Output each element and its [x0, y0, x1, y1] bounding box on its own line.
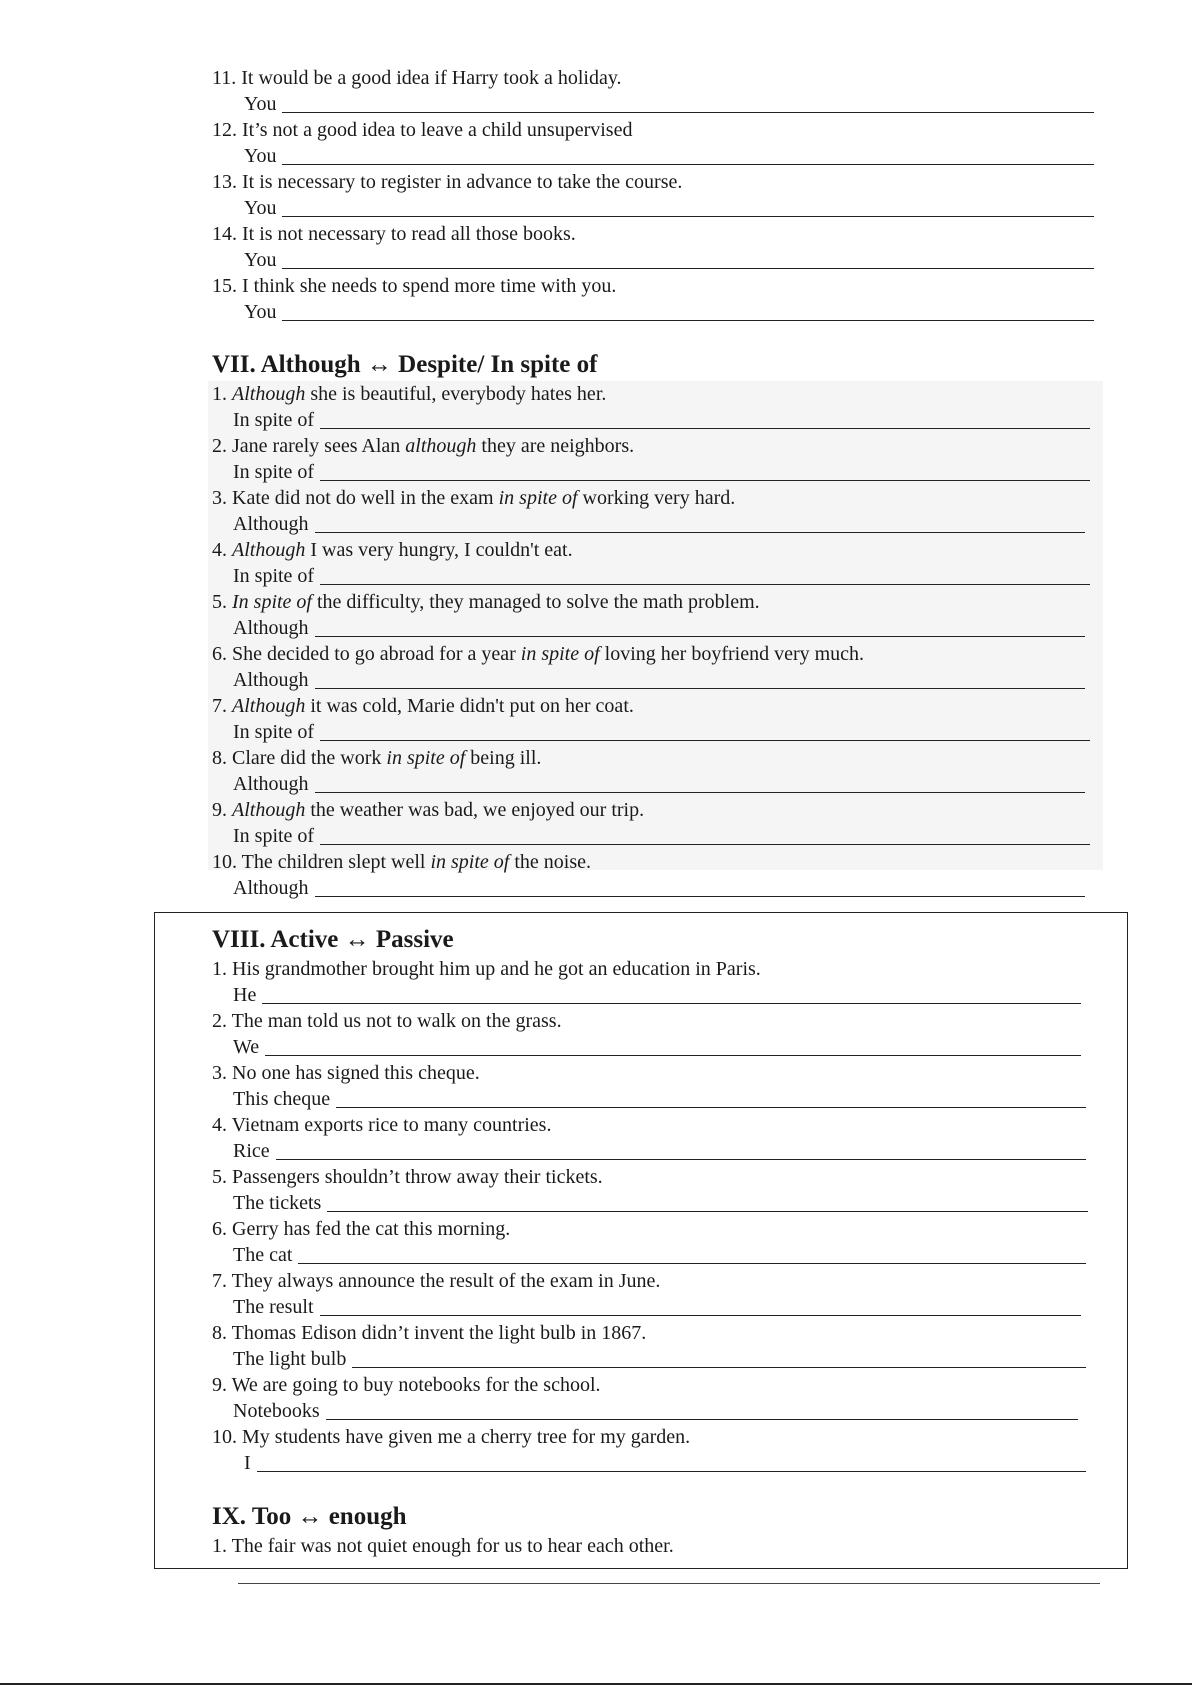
answer-line[interactable] [262, 985, 1081, 1004]
section-heading: VII. Although ↔ Despite/ In spite of [212, 351, 598, 378]
answer-row[interactable]: He [233, 983, 1081, 1007]
answer-row[interactable]: You [244, 144, 1094, 168]
exercise-statement: 4. Vietnam exports rice to many countries. [212, 1114, 552, 1136]
answer-row[interactable]: In spite of [233, 564, 1090, 588]
answer-row[interactable]: In spite of [233, 408, 1090, 432]
answer-row[interactable]: You [244, 196, 1094, 220]
answer-line[interactable] [315, 670, 1085, 689]
answer-row[interactable]: The cat [233, 1243, 1086, 1267]
exercise-statement: 6. She decided to go abroad for a year in spite of loving her boyfriend very much. [212, 643, 865, 665]
answer-row[interactable]: I [244, 1451, 1086, 1475]
answer-line[interactable] [320, 1297, 1081, 1316]
answer-row[interactable]: Although [233, 772, 1085, 796]
answer-row[interactable]: The light bulb [233, 1347, 1086, 1371]
answer-line[interactable] [282, 198, 1094, 217]
answer-row[interactable]: Although [233, 616, 1085, 640]
answer-line[interactable] [327, 1193, 1088, 1212]
answer-row[interactable]: Although [233, 668, 1085, 692]
answer-line[interactable] [320, 566, 1090, 585]
exercise-statement: 5. Passengers shouldn’t throw away their tickets. [212, 1166, 603, 1188]
answer-line[interactable] [320, 722, 1090, 741]
answer-line[interactable] [326, 1401, 1078, 1420]
answer-row[interactable]: In spite of [233, 460, 1090, 484]
exercise-statement: 3. Kate did not do well in the exam in spite of working very hard. [212, 487, 736, 509]
exercise-statement: 2. The man told us not to walk on the grass. [212, 1010, 562, 1032]
answer-line[interactable] [282, 94, 1094, 113]
answer-line[interactable] [315, 774, 1085, 793]
answer-line[interactable] [315, 618, 1085, 637]
answer-line[interactable] [315, 514, 1085, 533]
exercise-statement: 13. It is necessary to register in advance to take the course. [212, 171, 683, 193]
answer-line[interactable] [320, 826, 1090, 845]
answer-row[interactable]: You [244, 92, 1094, 116]
answer-row[interactable]: In spite of [233, 720, 1090, 744]
exercise-statement: 8. Clare did the work in spite of being ill. [212, 747, 542, 769]
answer-row[interactable]: This cheque [233, 1087, 1086, 1111]
answer-row[interactable]: Rice [233, 1139, 1086, 1163]
exercise-statement: 4. Although I was very hungry, I couldn't eat. [212, 539, 573, 561]
exercise-statement: 8. Thomas Edison didn’t invent the light bulb in 1867. [212, 1322, 647, 1344]
answer-row[interactable]: The tickets [233, 1191, 1088, 1215]
answer-row[interactable]: Although [233, 876, 1085, 900]
answer-line[interactable] [315, 878, 1085, 897]
answer-row[interactable]: We [233, 1035, 1081, 1059]
answer-line[interactable] [257, 1453, 1086, 1472]
exercise-statement: 10. My students have given me a cherry tree for my garden. [212, 1426, 691, 1448]
answer-line[interactable] [282, 146, 1094, 165]
answer-line[interactable] [282, 302, 1094, 321]
section-heading: IX. Too ↔ enough [212, 1503, 407, 1530]
exercise-statement: 1. Although she is beautiful, everybody hates her. [212, 383, 607, 405]
exercise-statement: 7. They always announce the result of the exam in June. [212, 1270, 661, 1292]
exercise-statement: 2. Jane rarely sees Alan although they are neighbors. [212, 435, 635, 457]
exercise-statement: 1. His grandmother brought him up and he got an education in Paris. [212, 958, 761, 980]
answer-line[interactable] [265, 1037, 1081, 1056]
answer-row[interactable]: In spite of [233, 824, 1090, 848]
answer-row[interactable]: Notebooks [233, 1399, 1078, 1423]
answer-line[interactable] [320, 462, 1090, 481]
exercise-statement: 12. It’s not a good idea to leave a child unsupervised [212, 119, 633, 141]
answer-row[interactable]: The result [233, 1295, 1081, 1319]
answer-line[interactable] [276, 1141, 1086, 1160]
exercise-statement: 9. Although the weather was bad, we enjoyed our trip. [212, 799, 645, 821]
exercise-statement: 10. The children slept well in spite of the noise. [212, 851, 592, 873]
answer-line[interactable] [298, 1245, 1086, 1264]
answer-line[interactable] [282, 250, 1094, 269]
section-heading: VIII. Active ↔ Passive [212, 926, 454, 953]
exercise-statement: 1. The fair was not quiet enough for us to hear each other. [212, 1535, 674, 1557]
exercise-statement: 11. It would be a good idea if Harry took a holiday. [212, 67, 622, 89]
exercise-statement: 3. No one has signed this cheque. [212, 1062, 480, 1084]
answer-row[interactable]: Although [233, 512, 1085, 536]
exercise-statement: 15. I think she needs to spend more time with you. [212, 275, 617, 297]
answer-line[interactable] [320, 410, 1090, 429]
exercise-statement: 6. Gerry has fed the cat this morning. [212, 1218, 511, 1240]
exercise-statement: 5. In spite of the difficulty, they managed to solve the math problem. [212, 591, 760, 613]
answer-row[interactable]: You [244, 300, 1094, 324]
answer-line[interactable] [238, 1583, 1100, 1584]
answer-line[interactable] [336, 1089, 1086, 1108]
exercise-statement: 14. It is not necessary to read all those books. [212, 223, 576, 245]
answer-row[interactable]: You [244, 248, 1094, 272]
exercise-statement: 9. We are going to buy notebooks for the school. [212, 1374, 601, 1396]
exercise-statement: 7. Although it was cold, Marie didn't put on her coat. [212, 695, 634, 717]
answer-line[interactable] [352, 1349, 1086, 1368]
